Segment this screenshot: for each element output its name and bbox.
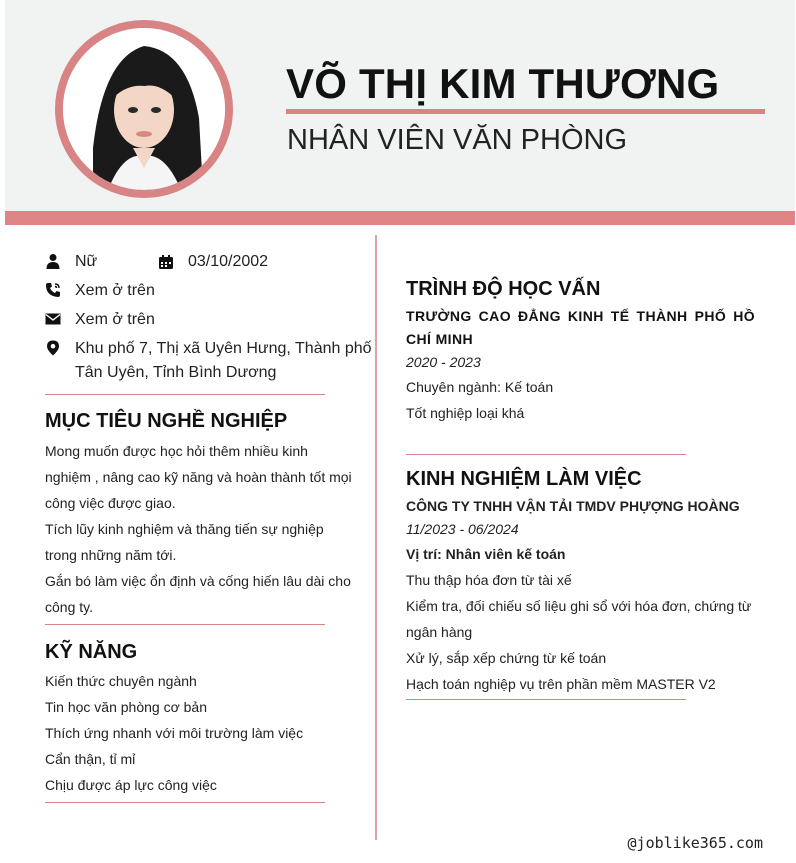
skill-item: Chịu được áp lực công việc (45, 777, 217, 793)
footer-watermark: @joblike365.com (627, 834, 763, 852)
experience-heading: KINH NGHIỆM LÀM VIỆC (406, 468, 642, 490)
skill-item: Tin học văn phòng cơ bản (45, 699, 207, 715)
address-line-1: Khu phố 7, Thị xã Uyên Hưng, Thành phố (75, 340, 372, 357)
education-major: Chuyên ngành: Kế toán (406, 379, 554, 395)
header-accent-bar (5, 211, 795, 225)
portrait-photo (63, 28, 225, 190)
divider (45, 802, 325, 803)
objective-line: công ty. (45, 599, 93, 615)
objective-line: Mong muốn được học hỏi thêm nhiều kinh (45, 443, 308, 459)
birthday-value: 03/10/2002 (188, 253, 269, 270)
duty-item: Kiểm tra, đối chiếu số liệu ghi sổ với hóa đơn, chứng từ (406, 598, 752, 614)
divider (45, 394, 325, 395)
objective-line: nghiệm , nâng cao kỹ năng và hoàn thành tốt mọi (45, 469, 352, 485)
name-underline (286, 109, 765, 114)
education-period: 2020 - 2023 (406, 354, 481, 370)
objective-line: công việc được giao. (45, 495, 176, 511)
duty-item: Hạch toán nghiệp vụ trên phần mềm MASTER V2 (406, 676, 716, 692)
experience-period: 11/2023 - 06/2024 (406, 521, 519, 537)
divider (406, 454, 686, 455)
school-name: TRƯỜNG CAO ĐẲNG KINH TẾ THÀNH PHỐ HỒ CHÍ MINH (406, 308, 755, 347)
duty-item: Xử lý, sắp xếp chứng từ kế toán (406, 650, 607, 666)
user-icon (45, 253, 61, 269)
skill-item: Thích ứng nhanh với môi trường làm việc (45, 725, 304, 741)
duty-item: Thu thập hóa đơn từ tài xế (406, 572, 572, 588)
job-title: NHÂN VIÊN VĂN PHÒNG (287, 124, 627, 156)
objective-line: trong những năm tới. (45, 547, 177, 563)
experience-position: Vị trí: Nhân viên kế toán (406, 546, 566, 562)
address-line-2: Tân Uyên, Tỉnh Bình Dương (75, 364, 277, 381)
objective-line: Tích lũy kinh nghiệm và thăng tiến sự nghiệp (45, 521, 324, 537)
email-icon (45, 311, 61, 327)
phone-value: Xem ở trên (75, 282, 155, 299)
candidate-name: VÕ THỊ KIM THƯƠNG (286, 60, 720, 107)
skill-item: Kiến thức chuyên ngành (45, 673, 197, 689)
gender-value: Nữ (75, 253, 98, 270)
company-name: CÔNG TY TNHH VẬN TẢI TMDV PHỰỢNG HOÀNG (406, 498, 740, 514)
column-divider (375, 235, 377, 840)
email-value: Xem ở trên (75, 311, 155, 328)
calendar-icon (158, 254, 174, 270)
location-pin-icon (45, 340, 61, 356)
education-result: Tốt nghiệp loại khá (406, 405, 525, 421)
objective-line: Gắn bó làm việc ổn định và cống hiến lâu dài cho (45, 573, 351, 589)
phone-icon (45, 282, 61, 298)
avatar (55, 20, 233, 198)
divider (406, 699, 686, 700)
education-heading: TRÌNH ĐỘ HỌC VẤN (406, 278, 601, 300)
divider (45, 624, 325, 625)
duty-item: ngân hàng (406, 624, 473, 640)
skill-item: Cẩn thận, tỉ mỉ (45, 751, 136, 767)
objective-heading: MỤC TIÊU NGHỀ NGHIỆP (45, 410, 288, 432)
skills-heading: KỸ NĂNG (45, 641, 138, 663)
